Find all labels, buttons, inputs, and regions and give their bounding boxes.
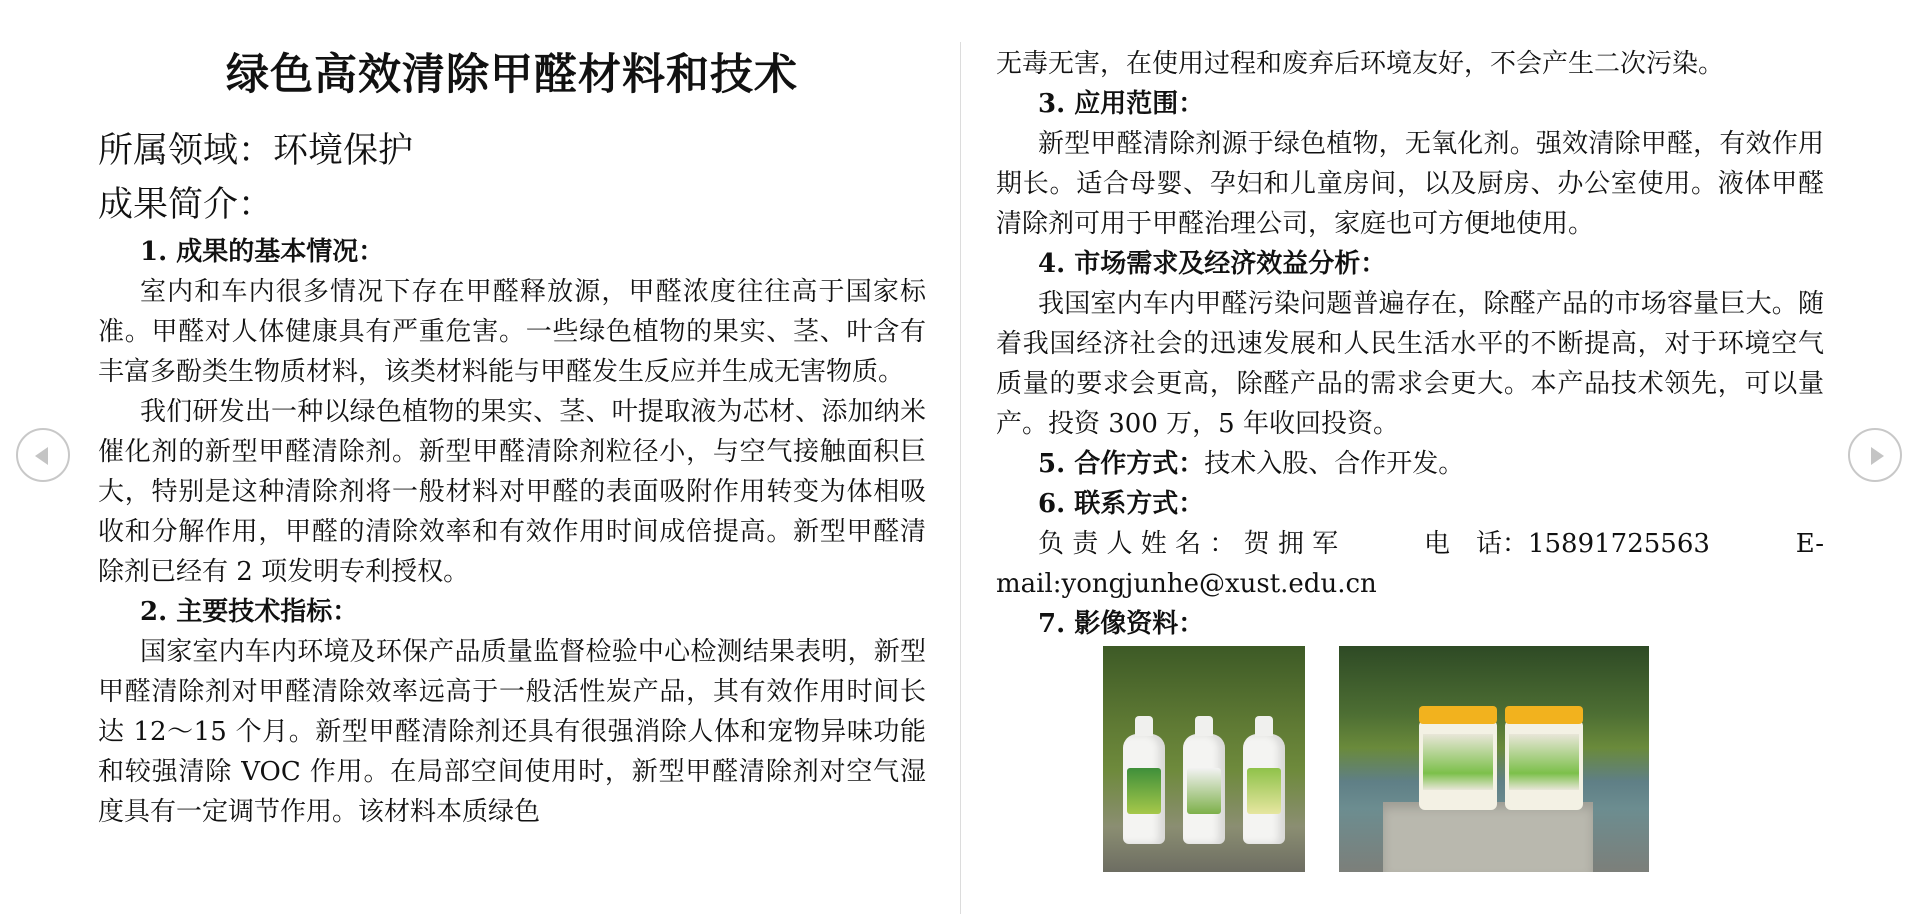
contact-phone: 电 话：15891725563	[1423, 529, 1710, 559]
section-5-line	[996, 444, 1824, 484]
chevron-right-icon	[1871, 447, 1884, 465]
section-3-heading: 3. 应用范围：	[1038, 89, 1205, 119]
bottle-image	[1123, 734, 1165, 844]
section-4-paragraph: 我国室内车内甲醛污染问题普遍存在，除醛产品的市场容量巨大。随着我国经济社会的迅速发展和人民生活水平的不断提高，对于环境空气质量的要求会更高，除醛产品的需求会更大。本产品技术领先，可以量产。投资 300 万，5 年收回投资。	[996, 289, 1824, 439]
product-photo-bottles	[1103, 646, 1305, 872]
section-5-heading: 5. 合作方式：	[1038, 449, 1205, 479]
contact-email-prefix: E-	[1795, 529, 1824, 559]
contact-name: 负 责 人 姓 名 ： 贺 拥 军	[1038, 529, 1339, 559]
continuation-paragraph: 无毒无害，在使用过程和废弃后环境友好，不会产生二次污染。	[996, 49, 1725, 79]
section-5-text: 技术入股、合作开发。	[1204, 449, 1465, 479]
chevron-left-icon	[35, 447, 48, 465]
right-column	[996, 44, 1824, 644]
section-7-heading: 7. 影像资料：	[1038, 609, 1205, 639]
contact-email: mail:yongjunhe@xust.edu.cn	[996, 569, 1377, 599]
section-1-paragraph-2: 我们研发出一种以绿色植物的果实、茎、叶提取液为芯材、添加纳米催化剂的新型甲醛清除剂。新型甲醛清除剂粒径小，与空气接触面积巨大，特别是这种清除剂将一般材料对甲醛的表面吸附作用转变为体相吸收和分解作用，甲醛的清除效率和有效作用时间成倍提高。新型甲醛清除剂已经有 2 项发明专利授权。	[98, 397, 926, 587]
section-1-heading: 1. 成果的基本情况：	[140, 237, 385, 267]
section-3-paragraph: 新型甲醛清除剂源于绿色植物，无氧化剂。强效清除甲醛，有效作用期长。适合母婴、孕妇和儿童房间，以及厨房、办公室使用。液体甲醛清除剂可用于甲醛治理公司，家庭也可方便地使用。	[996, 129, 1824, 239]
bottle-image	[1243, 734, 1285, 844]
section-6-heading: 6. 联系方式：	[1038, 489, 1205, 519]
jar-image	[1419, 720, 1497, 810]
section-2-paragraph: 国家室内车内环境及环保产品质量监督检验中心检测结果表明，新型甲醛清除剂对甲醛清除效率远高于一般活性炭产品，其有效作用时间长达 12～15 个月。新型甲醛清除剂还具有很强消除人体和宠物异味功能和较强清除 VOC 作用。在局部空间使用时，新型甲醛清除剂对空气湿度具有一定调节作用。该材料本质绿色	[98, 637, 926, 827]
section-2-heading: 2. 主要技术指标：	[140, 597, 359, 627]
previous-page-button[interactable]	[16, 428, 70, 482]
product-photo-jars	[1339, 646, 1649, 872]
jar-image	[1505, 720, 1583, 810]
summary-label: 成果简介：	[98, 185, 274, 225]
image-gallery	[1103, 646, 1663, 872]
section-4-heading: 4. 市场需求及经济效益分析：	[1038, 249, 1387, 279]
left-column	[98, 44, 926, 832]
field-label: 所属领域：环境保护	[98, 131, 414, 171]
next-page-button[interactable]	[1848, 428, 1902, 482]
document-title: 绿色高效清除甲醛材料和技术	[226, 50, 798, 100]
right-page	[961, 0, 1920, 914]
contact-line	[996, 524, 1824, 564]
bottle-image	[1183, 734, 1225, 844]
stone-pedestal	[1383, 802, 1593, 872]
section-1-paragraph-1: 室内和车内很多情况下存在甲醛释放源，甲醛浓度往往高于国家标准。甲醛对人体健康具有严重危害。一些绿色植物的果实、茎、叶含有丰富多酚类生物质材料，该类材料能与甲醛发生反应并生成无害物质。	[98, 277, 926, 387]
